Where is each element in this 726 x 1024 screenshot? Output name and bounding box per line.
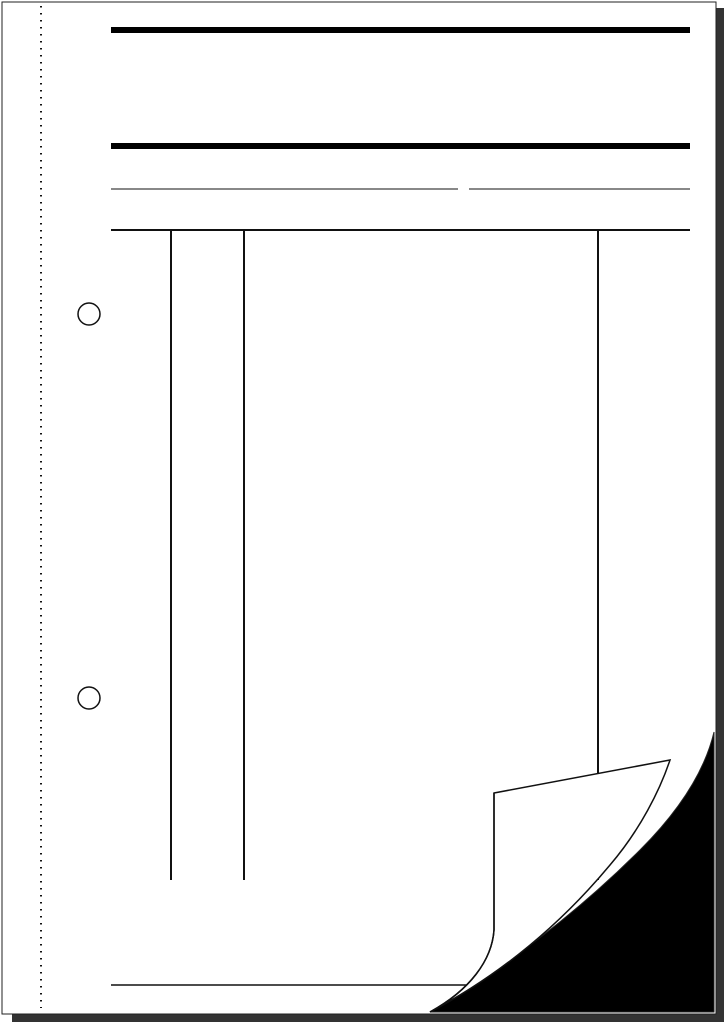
punch-hole-bottom: [78, 687, 100, 709]
accent-bar-middle: [111, 143, 690, 149]
punch-hole-top: [78, 303, 100, 325]
accent-bar-top: [111, 27, 690, 33]
